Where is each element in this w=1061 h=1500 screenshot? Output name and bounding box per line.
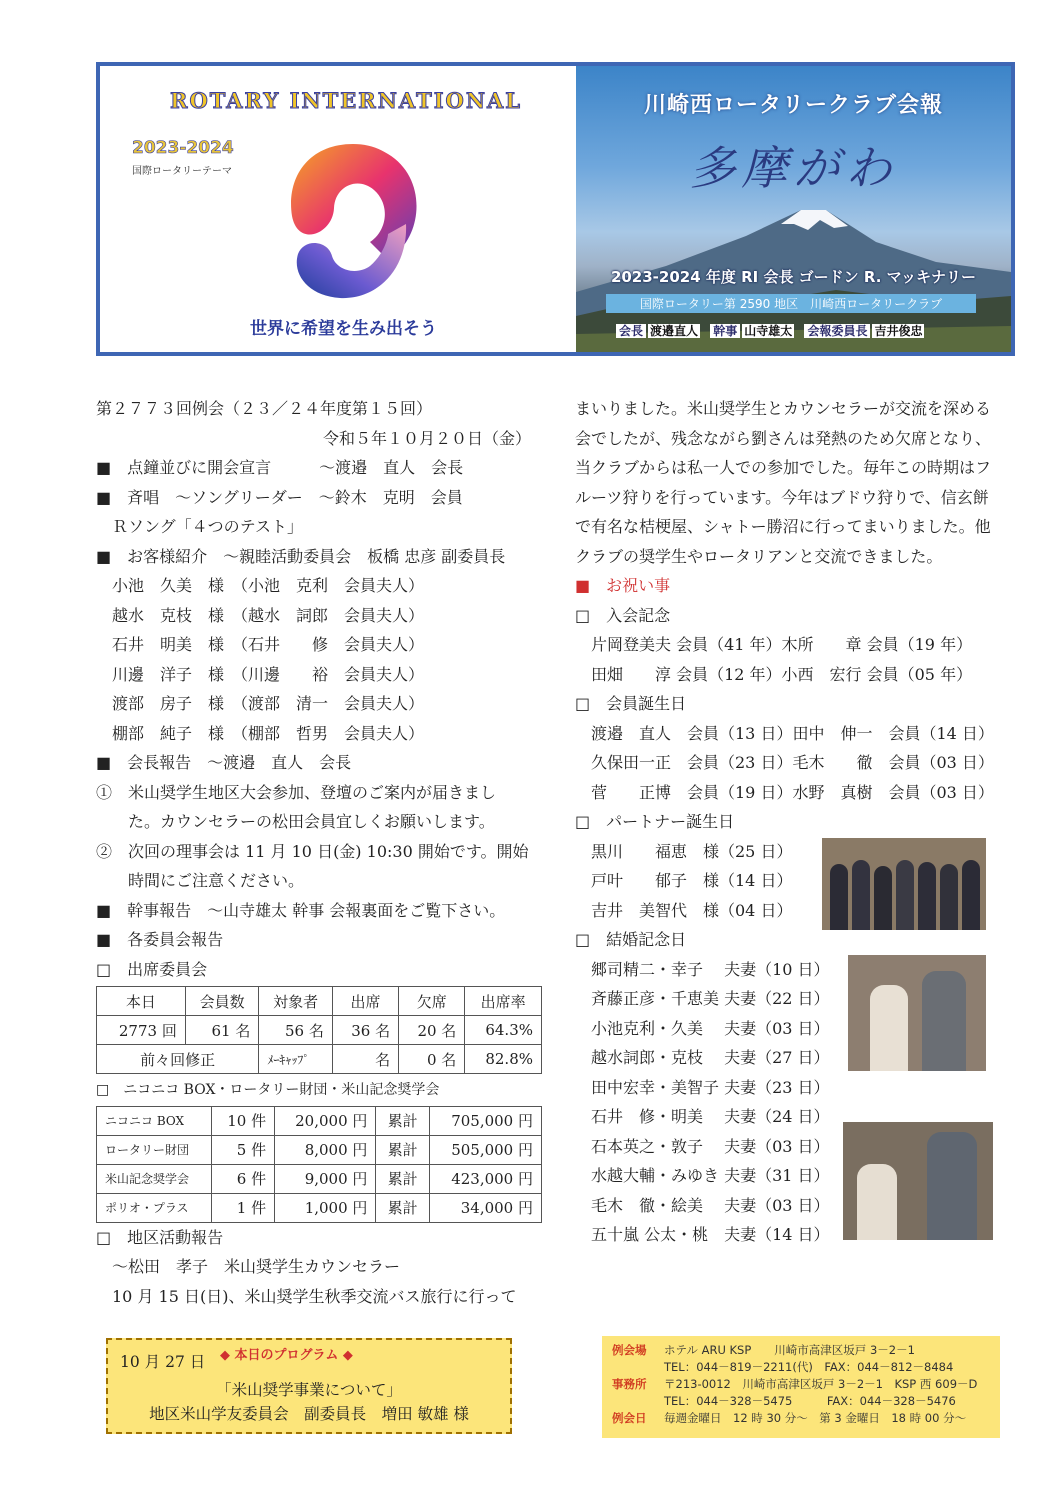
- table-cell: 累計: [376, 1193, 429, 1222]
- officer-role: 会報委員長: [804, 324, 870, 338]
- program-heading-text: 本日のプログラム: [234, 1348, 339, 1363]
- bulletin-name: 多摩がわ: [689, 141, 898, 195]
- list-item: 久保田一正 会員（23 日）毛木 徹 会員（03 日）: [575, 753, 994, 772]
- club-banner: [576, 66, 1011, 352]
- table-row: [97, 1164, 542, 1193]
- ri-year: 2023-2024: [132, 138, 234, 158]
- table-cell: ニコニコ BOX: [97, 1106, 212, 1135]
- agenda-song-title: Ｒソング「４つのテスト」: [96, 517, 304, 536]
- list-item: 渡邉 直人 会員（13 日）田中 伸一 会員（14 日）: [575, 723, 994, 743]
- attendance-table: [96, 986, 542, 1074]
- table-cell: 423,000 円: [429, 1164, 541, 1193]
- table-cell: 1,000 円: [275, 1193, 376, 1222]
- district-line: 国際ロータリー第 2590 地区 川崎西ロータリークラブ: [606, 294, 976, 313]
- speech-photo: [843, 1122, 993, 1240]
- president-report-heading: ■ 会長報告 ～渡邉 直人 会長: [96, 753, 352, 772]
- join-anniversary-heading: □ 入会記念: [575, 605, 671, 625]
- report-continued: 当クラブからは私一人での参加でした。毎年この時期はフ: [575, 458, 992, 477]
- program-heading: ◆ 本日のプログラム ◆: [220, 1348, 353, 1363]
- agenda-song: ■ 斉唱 ～ソングリーダー ～鈴木 克明 会員: [96, 487, 463, 507]
- guest-row: 小池 久美 様 （小池 克利 会員夫人）: [96, 576, 425, 595]
- district-report-text: 10 月 15 日(日)、米山奨学生秋季交流バス旅行に行って: [96, 1286, 517, 1306]
- table-row: [97, 1016, 542, 1045]
- table-cell: 累計: [376, 1135, 429, 1164]
- president-report-line: た。カウンセラーの松田会員宜しくお願いします。: [96, 812, 495, 831]
- list-item: 戸叶 郁子 様（14 日）: [575, 871, 793, 890]
- guest-row: 棚部 純子 様 （棚部 哲男 会員夫人）: [96, 723, 425, 743]
- program-title: 「米山奨学事業について」: [216, 1381, 402, 1399]
- speech-photo: [848, 955, 986, 1071]
- table-cell: 0 名: [399, 1045, 465, 1074]
- celebrations-heading: ■ お祝い事: [575, 576, 671, 595]
- venue-label: 例会場: [612, 1343, 647, 1357]
- guest-row: 川邊 洋子 様 （川邊 裕 会員夫人）: [96, 664, 425, 684]
- list-item: 菅 正博 会員（19 日）水野 真樹 会員（03 日）: [575, 782, 994, 802]
- table-cell: 累計: [376, 1164, 429, 1193]
- table-cell: 61 名: [185, 1016, 259, 1045]
- table-cell: 20,000 円: [275, 1106, 376, 1135]
- guest-row: 石井 明美 様 （石井 修 会員夫人）: [96, 635, 425, 654]
- table-cell: 34,000 円: [429, 1193, 541, 1222]
- masthead: [96, 62, 1015, 356]
- list-item: 小池克利・久美 夫妻（03 日）: [575, 1018, 830, 1038]
- list-item: 毛木 徹・絵美 夫妻（03 日）: [575, 1195, 830, 1215]
- report-continued: で有名な桔梗屋、シャトー勝沼に行ってまいりました。他: [575, 517, 991, 536]
- wedding-anniversary-heading: □ 結婚記念日: [575, 930, 687, 949]
- table-cell: 64.3%: [465, 1016, 542, 1045]
- report-continued: 会でしたが、残念ながら劉さんは発熱のため欠席となり、: [575, 428, 992, 448]
- todays-program-box: [106, 1338, 512, 1434]
- table-cell: 6 件: [211, 1164, 274, 1193]
- table-cell: 1 件: [211, 1193, 274, 1222]
- table-header: 出席率: [465, 987, 542, 1016]
- office-label: 事務所: [612, 1377, 647, 1391]
- table-cell: 20 名: [399, 1016, 465, 1045]
- agenda-guests: ■ お客様紹介 ～親睦活動委員会 板橋 忠彦 副委員長: [96, 546, 506, 566]
- report-continued: まいりました。米山奨学生とカウンセラーが交流を深める: [575, 399, 992, 418]
- table-cell: 米山記念奨学会: [97, 1164, 212, 1193]
- table-cell: 名: [332, 1045, 398, 1074]
- table-cell: 累計: [376, 1106, 429, 1135]
- table-cell: 705,000 円: [429, 1106, 541, 1135]
- table-cell: 前々回修正: [97, 1045, 259, 1074]
- list-item: 石本英之・敦子 夫妻（03 日）: [575, 1136, 830, 1156]
- guest-row: 越水 克枝 様 （越水 詞郎 会員夫人）: [96, 605, 425, 625]
- list-item: 五十嵐 公太・桃 夫妻（14 日）: [575, 1225, 830, 1244]
- table-cell: 9,000 円: [275, 1164, 376, 1193]
- table-cell: 505,000 円: [429, 1135, 541, 1164]
- list-item: 片岡登美夫 会員（41 年）木所 章 会員（19 年）: [575, 635, 973, 654]
- attendance-heading: □ 出席委員会: [96, 959, 208, 979]
- office-contact: TEL：044－328－5475 FAX：044－328－5476: [664, 1394, 956, 1408]
- member-birthday-heading: □ 会員誕生日: [575, 694, 687, 713]
- table-cell: 56 名: [259, 1016, 333, 1045]
- list-item: 斉藤正彦・千恵美 夫妻（22 日）: [575, 989, 830, 1008]
- report-continued: クラブの奨学生やロータリアンと交流できました。: [575, 546, 943, 566]
- district-report-heading: □ 地区活動報告: [96, 1227, 224, 1247]
- secretary-report: ■ 幹事報告 ～山寺雄太 幹事 会報裏面をご覧下さい。: [96, 900, 506, 920]
- ri-slogan: 世界に希望を生み出そう: [250, 319, 437, 339]
- table-row: [97, 1135, 542, 1164]
- district-report-byline: ～松田 孝子 米山奨学生カウンセラー: [96, 1257, 401, 1276]
- list-item: 田中宏幸・美智子 夫妻（23 日）: [575, 1077, 830, 1097]
- table-cell: 5 件: [211, 1135, 274, 1164]
- left-column: [96, 394, 551, 1311]
- table-header: 本日: [97, 987, 186, 1016]
- group-photo: [822, 838, 986, 930]
- club-bulletin-title: 川崎西ロータリークラブ会報: [643, 93, 943, 118]
- list-item: 吉井 美智代 様（04 日）: [575, 900, 793, 920]
- meeting-date: 令和５年１０月２０日（金）: [322, 428, 531, 448]
- meeting-number: 第２７７３回例会（２３／２４年度第１５回）: [96, 399, 433, 418]
- officer-name: 山寺雄太: [744, 324, 793, 338]
- meeting-day-label: 例会日: [612, 1411, 647, 1425]
- table-row: [97, 1193, 542, 1222]
- table-header: 出席: [332, 987, 398, 1016]
- program-speaker: 地区米山学友委員会 副委員長 増田 敏雄 様: [149, 1405, 469, 1423]
- donations-table: [96, 1106, 542, 1223]
- table-cell: ポリオ・プラス: [97, 1193, 212, 1222]
- donations-heading: □ ニコニコ BOX・ロータリー財団・米山記念奨学会: [96, 1082, 440, 1098]
- table-cell: 8,000 円: [275, 1135, 376, 1164]
- table-header: 対象者: [259, 987, 333, 1016]
- venue-contact: TEL：044－819－2211(代) FAX：044－812－8484: [664, 1360, 954, 1374]
- table-row: [97, 1045, 542, 1074]
- program-date: 10 月 27 日: [120, 1353, 206, 1371]
- president-report-line: 時間にご注意ください。: [96, 871, 305, 890]
- partner-birthday-heading: □ パートナー誕生日: [575, 812, 735, 831]
- president-report-line: ① 米山奨学生地区大会参加、登壇のご案内が届きまし: [96, 782, 497, 802]
- venue-text: ホテル ARU KSP 川崎市高津区坂戸 3－2－1: [664, 1343, 915, 1357]
- list-item: 黒川 福恵 様（25 日）: [575, 841, 793, 861]
- officer-name: 渡邉直人: [650, 324, 699, 338]
- officer-name: 吉井俊忠: [874, 324, 923, 338]
- agenda-opening: ■ 点鐘並びに開会宣言 ～渡邉 直人 会長: [96, 458, 464, 477]
- list-item: 水越大輔・みゆき 夫妻（31 日）: [575, 1166, 830, 1185]
- table-cell: ﾒｰｷｬｯﾌﾟ: [259, 1045, 333, 1074]
- committee-reports-heading: ■ 各委員会報告: [96, 930, 224, 949]
- president-report-line: ② 次回の理事会は 11 月 10 日(金) 10:30 開始です。開始: [96, 841, 529, 861]
- table-cell: 82.8%: [465, 1045, 542, 1074]
- table-header: 会員数: [185, 987, 259, 1016]
- table-row: [97, 1106, 542, 1135]
- list-item: 石井 修・明美 夫妻（24 日）: [575, 1107, 830, 1126]
- guest-row: 渡部 房子 様 （渡部 清一 会員夫人）: [96, 694, 425, 713]
- table-cell: 10 件: [211, 1106, 274, 1135]
- report-continued: ルーツ狩りを行っています。今年はブドウ狩りで、信玄餅: [575, 487, 989, 507]
- ri-theme-logo-icon: [278, 138, 428, 306]
- list-item: 田畑 淳 会員（12 年）小西 宏行 会員（05 年）: [575, 664, 973, 684]
- table-cell: 2773 回: [97, 1016, 186, 1045]
- list-item: 越水詞郎・克枝 夫妻（27 日）: [575, 1048, 830, 1067]
- club-officers: [616, 322, 996, 339]
- table-cell: 36 名: [332, 1016, 398, 1045]
- table-cell: ロータリー財団: [97, 1135, 212, 1164]
- officer-role: 幹事: [710, 324, 740, 338]
- ri-theme-subtitle: 国際ロータリーテーマ: [132, 166, 232, 177]
- meeting-day-text: 毎週金曜日 12 時 30 分～ 第 3 金曜日 18 時 00 分～: [664, 1411, 967, 1425]
- list-item: 郷司精二・幸子 夫妻（10 日）: [575, 959, 830, 979]
- officer-role: 会長: [616, 324, 646, 338]
- ri-president-line: 2023-2024 年度 RI 会長 ゴードン R. マッキナリー: [610, 268, 977, 286]
- office-text: 〒213-0012 川崎市高津区坂戸 3－2－1 KSP 西 609－D: [664, 1377, 978, 1391]
- ri-theme-panel: [100, 66, 576, 352]
- ri-title: ROTARY INTERNATIONAL: [170, 88, 523, 113]
- table-header: 欠席: [399, 987, 465, 1016]
- table-header-row: [97, 987, 542, 1016]
- club-info-box: [602, 1336, 1000, 1438]
